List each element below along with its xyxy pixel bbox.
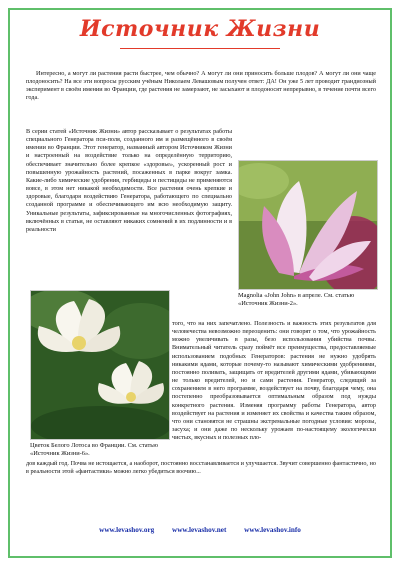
lotus-image [31, 291, 169, 439]
right-column [172, 320, 376, 442]
footer-link-info[interactable]: www.levashov.info [244, 526, 301, 534]
intro-paragraph [26, 70, 376, 103]
intro-text: Интересно, а могут ли растения расти быстрее, чем обычно? А могут ли они приносить больше плодов? А могут ли они чаще плодоносить? На все эти вопросы русским учёным Николаем Левашовым получен ответ: ДА! Он уже 5 лет проводит грандиозный эксперимент в своём имении во Франции, где растения не замерзают, не засыхают и плодоносят непрерывно, в течение почти всего года. [26, 70, 376, 102]
right-column-text: того, что на них запечатлено. Полезность и важность этих результатов для человечества невозможно переоценить: они говорят о том, что урожайность можно увеличивать в разы, безо использования убийства почвы. Внимательный читатель сразу поймёт все преимущества, предоставляемые использованием подобных Генераторов: растения не нужно удобрять никакими ядами, которые почему-то называют химическими удобрениями, постоянно поливать, защищать от вредителей другими ядами, убивающими не только вредителей, но и сами растения. Генератор, следящий за сохранением в него программе, воздействует на почву, благодаря чему, она постепенно преобразовывается оптимальным образом под нужды конкретного растения. Изменяя программу работы Генератора, автор воздействует на растения и изменяет их свойства и качества таким образом, что они становятся не страшны экстремальные погодные условия: морозы, засуха; и они даже по нескольку урожаев по-настоящему экологически чистых, вкусных и полезных пло- [172, 320, 376, 442]
bottom-paragraph [26, 460, 376, 476]
left-column-text: В серии статей «Источник Жизни» автор рассказывает о результатах работы специального Генератора пси-поля, созданного им и размещённого в своём имении во Франции. Этот генератор, названный автором Источником Жизни и настроенный на воздействие только на определённую территорию, обеспечивает значительно более крепкое «здоровье», ускоренный рост и повышенную урожайность растений, посаженных в парке вокруг замка. Какие-либо химические удобрения, гербициды и пестициды не применяются вовсе, в этом нет никакой необходимости. Все растения очень крепкие и здоровые, благодаря воздействию Генератора, работающего по специально созданной программе и обеспечивающего им всю необходимую защиту. Уникальные результаты, зафиксированные на многочисленных фотографиях, включённых в статьи, не оставляют никаких сомнений в их подлинности и в реальности [26, 128, 232, 233]
magnolia-caption: Magnolia «John John» в апреле. См. статью «Источник Жизни-2». [238, 292, 355, 307]
page-title: Источник Жизни [79, 16, 321, 42]
lotus-caption: Цветок Белого Лотоса во Франции. См. статью «Источник Жизни-6». [30, 442, 158, 457]
magnolia-image [239, 161, 377, 289]
footer-links [0, 526, 400, 534]
left-column [26, 128, 232, 234]
title-underline [120, 48, 280, 49]
footer-link-org[interactable]: www.levashov.org [99, 526, 155, 534]
bottom-text: дов каждый год. Почва не истощается, а наоборот, постоянно восстанавливается и улучшается. Звучит совершенно фантастично, но в реальности этой «фантастики» можно легко убедиться воочию... [26, 460, 376, 476]
magnolia-photo [238, 160, 378, 290]
footer-link-net[interactable]: www.levashov.net [172, 526, 227, 534]
lotus-photo [30, 290, 170, 440]
